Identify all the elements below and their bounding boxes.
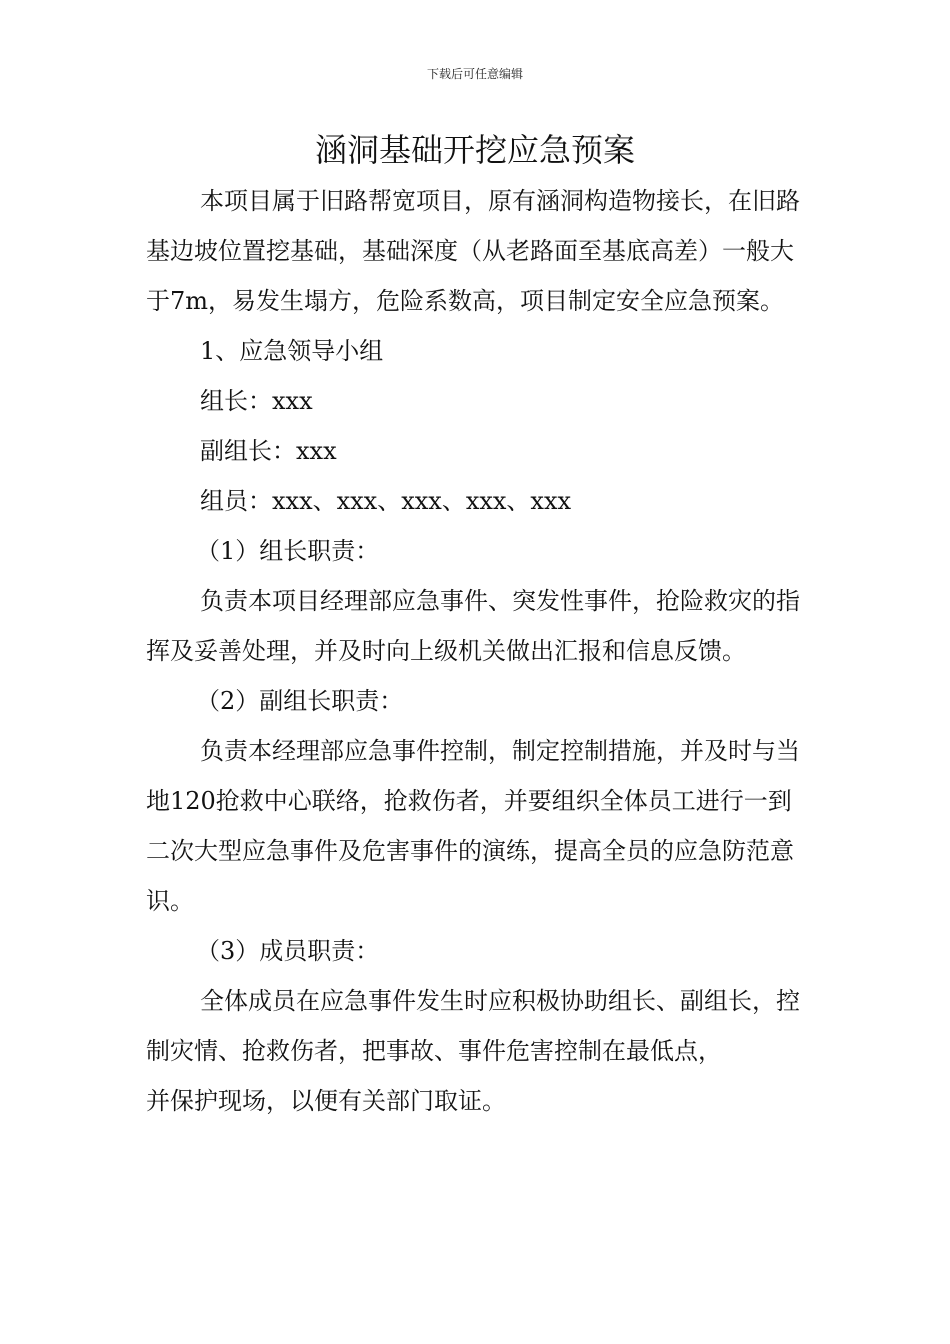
deputy-duties-paragraph: 负责本经理部应急事件控制，制定控制措施，并及时与当地120抢救中心联络，抢救伤者，并要组织全体员工进行一到二次大型应急事件及危害事件的演练，提高全员的应急防范意识。 — [146, 737, 800, 915]
intro-paragraph: 本项目属于旧路帮宽项目，原有涵洞构造物接长，在旧路基边坡位置挖基础，基础深度（从老路面至基底高差）一般大于7m，易发生塌方，危险系数高，项目制定安全应急预案。 — [146, 187, 800, 315]
leader-duties-paragraph: 负责本项目经理部应急事件、突发性事件，抢险救灾的指挥及妥善处理，并及时向上级机关做出汇报和信息反馈。 — [146, 587, 800, 665]
section-heading-leadership-group: 1、应急领导小组 — [200, 337, 384, 365]
header-note: 下载后可任意编辑 — [426, 67, 523, 81]
document-body — [146, 176, 810, 1126]
member-duties-heading: （3）成员职责： — [196, 937, 380, 965]
deputy-duties-heading: （2）副组长职责： — [196, 687, 404, 715]
members-line: 组员：xxx、xxx、xxx、xxx、xxx — [200, 487, 572, 515]
document-title: 涵洞基础开挖应急预案 — [314, 131, 635, 169]
member-duties-paragraph-end: 并保护现场，以便有关部门取证。 — [146, 1087, 506, 1115]
leader-duties-heading: （1）组长职责： — [196, 537, 380, 565]
deputy-leader-line: 副组长：xxx — [200, 437, 337, 465]
member-duties-paragraph: 全体成员在应急事件发生时应积极协助组长、副组长，控制灾情、抢救伤者，把事故、事件危害控制在最低点， — [146, 987, 800, 1065]
group-leader-line: 组长：xxx — [200, 387, 313, 415]
